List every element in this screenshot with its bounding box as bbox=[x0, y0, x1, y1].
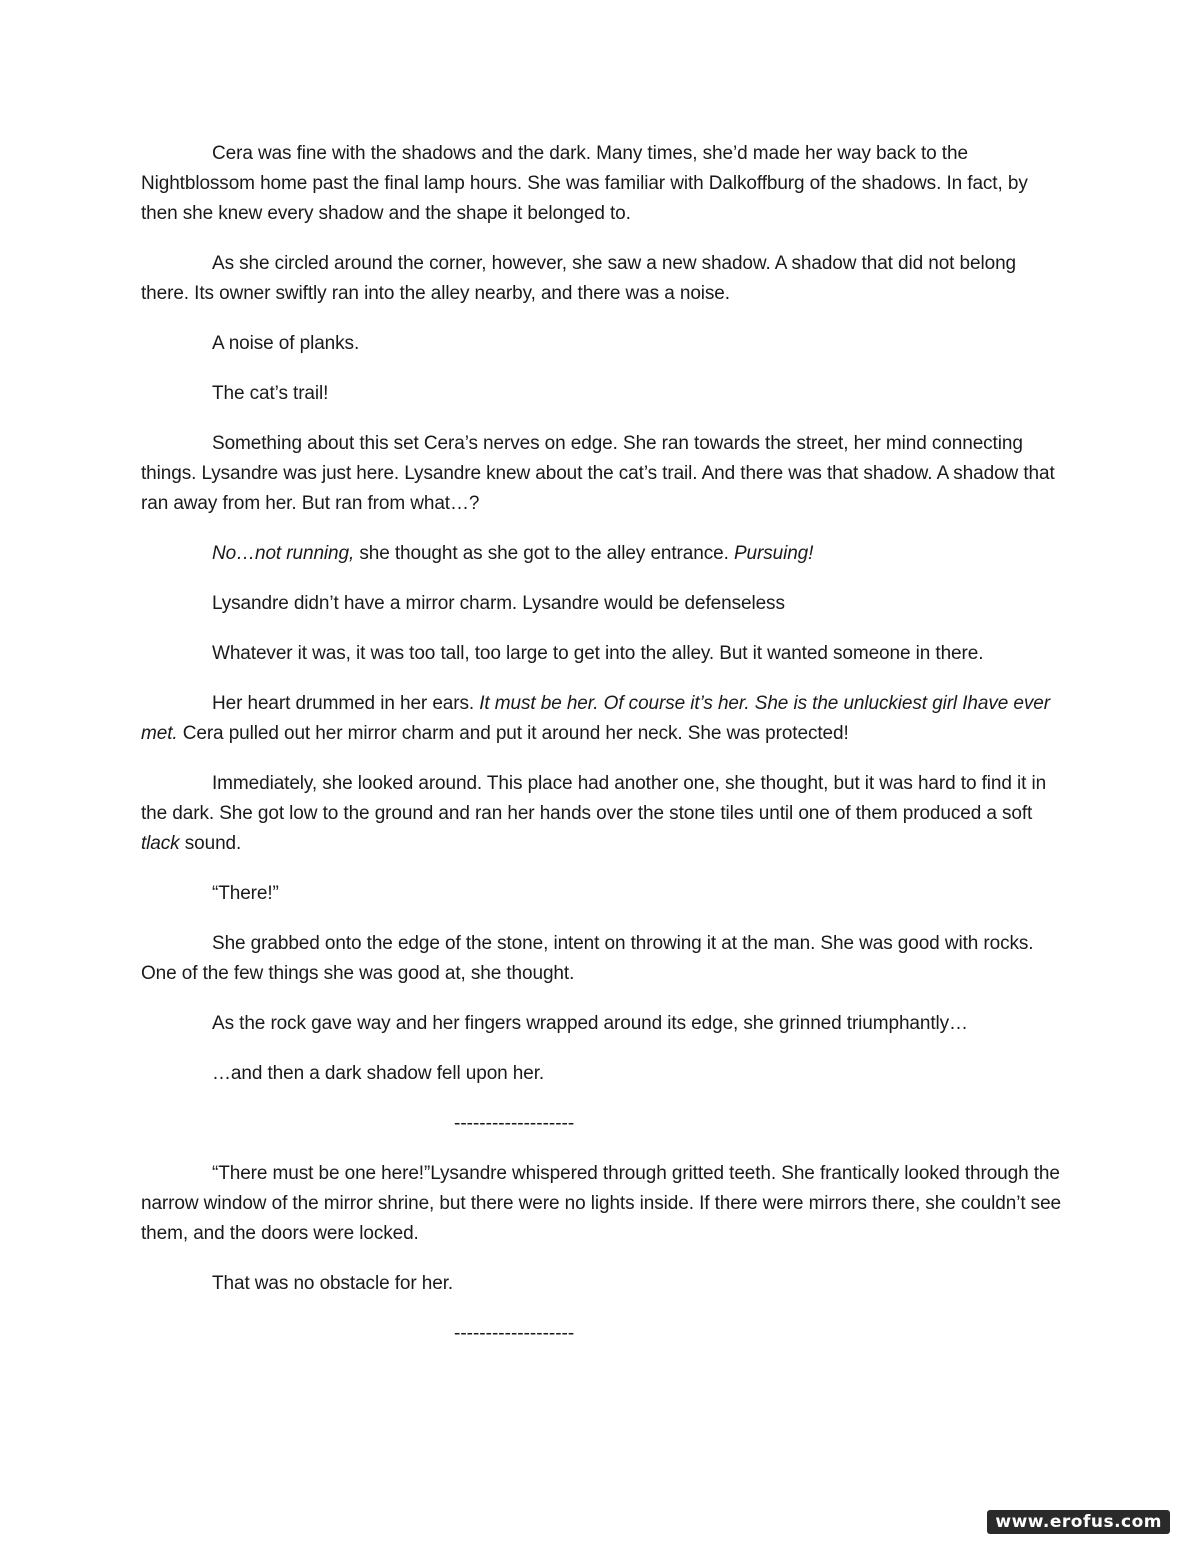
paragraph: …and then a dark shadow fell upon her. bbox=[212, 1063, 545, 1084]
paragraph: Lysandre didn’t have a mirror charm. Lysandre would be defenseless bbox=[212, 593, 785, 614]
paragraph: The cat’s trail! bbox=[212, 383, 329, 404]
paragraph-text: Her heart drummed in her ears. bbox=[212, 693, 480, 714]
paragraph-text: sound. bbox=[179, 833, 242, 854]
paragraph-text: Immediately, she looked around. This place had another one, she thought, but it was hard to find it in the dark. She got low to the ground and ran her hands over the stone tiles until one of them produced a soft bbox=[141, 773, 1047, 824]
paragraph: “There!” bbox=[212, 883, 279, 904]
italic-thought: No…not running, bbox=[212, 543, 355, 564]
italic-thought: It must be her. Of course it’s her. She is the unluckiest girl Ihave ever met. bbox=[141, 693, 1050, 744]
paragraph: Something about this set Cera’s nerves on edge. She ran towards the street, her mind connecting things. Lysandre was just here. Lysandre knew about the cat’s trail. And there was that shadow. A shadow that ran away from her. But ran from what…? bbox=[141, 433, 1055, 514]
paragraph: Cera was fine with the shadows and the dark. Many times, she’d made her way back to the Nightblossom home past the final lamp hours. She was familiar with Dalkoffburg of the shadows. In fact, by then she knew every shadow and the shape it belonged to. bbox=[141, 143, 1028, 224]
italic-sound: tlack bbox=[141, 833, 180, 854]
paragraph: That was no obstacle for her. bbox=[212, 1273, 454, 1294]
scene-separator: ------------------- bbox=[454, 1113, 575, 1134]
paragraph-text: she thought as she got to the alley entrance. bbox=[354, 543, 734, 564]
paragraph: Whatever it was, it was too tall, too large to get into the alley. But it wanted someone in there. bbox=[212, 643, 984, 664]
paragraph bbox=[141, 689, 1066, 749]
scene-separator: ------------------- bbox=[454, 1323, 575, 1344]
watermark: www.erofus.com bbox=[987, 1510, 1170, 1534]
document-page bbox=[141, 139, 1066, 1369]
paragraph: As she circled around the corner, however, she saw a new shadow. A shadow that did not belong there. Its owner swiftly ran into the alley nearby, and there was a noise. bbox=[141, 253, 1016, 304]
paragraph bbox=[212, 539, 1066, 569]
paragraph: She grabbed onto the edge of the stone, intent on throwing it at the man. She was good with rocks. One of the few things she was good at, she thought. bbox=[141, 933, 1034, 984]
paragraph: As the rock gave way and her fingers wrapped around its edge, she grinned triumphantly… bbox=[212, 1013, 968, 1034]
paragraph bbox=[141, 769, 1066, 859]
paragraph-text: Cera pulled out her mirror charm and put it around her neck. She was protected! bbox=[177, 723, 849, 744]
paragraph: “There must be one here!”Lysandre whispered through gritted teeth. She frantically looked through the narrow window of the mirror shrine, but there were no lights inside. If there were mirrors there, she couldn’t see them, and the doors were locked. bbox=[141, 1163, 1062, 1244]
paragraph: A noise of planks. bbox=[212, 333, 360, 354]
italic-thought: Pursuing! bbox=[733, 543, 814, 564]
